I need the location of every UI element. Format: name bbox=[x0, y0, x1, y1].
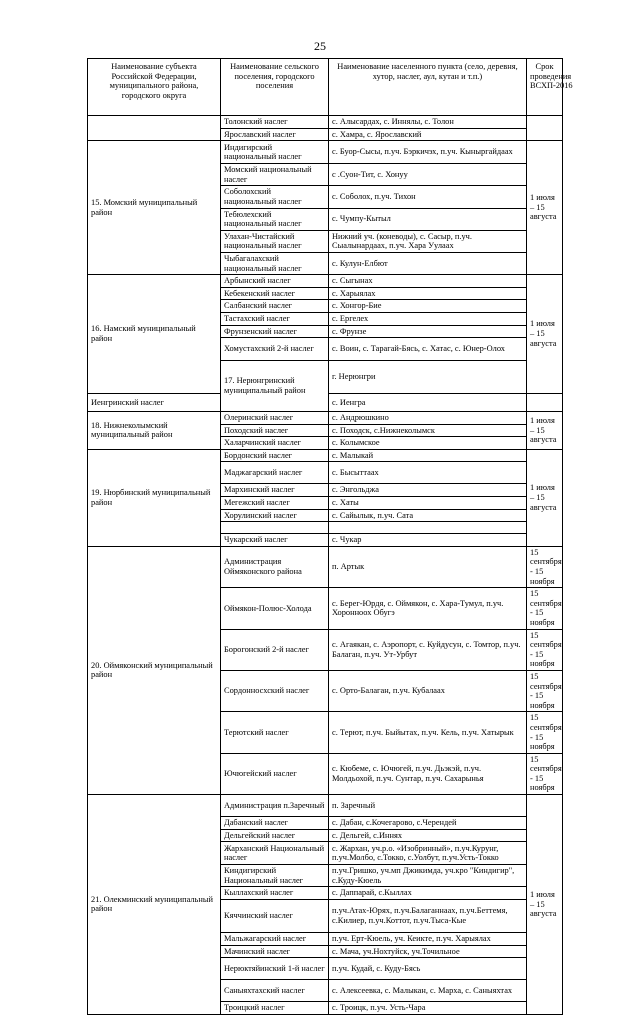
term-cell: 15 сентября - 15 ноября bbox=[527, 670, 563, 711]
locality-cell: с. Хаты bbox=[329, 497, 527, 510]
subject-cell: 20. Оймяконский муниципальный район bbox=[88, 546, 221, 794]
locality-cell: с. Кюбеме, с. Ючюгей, п.уч. Дьэкэй, п.уч. Молдьохой, п.уч. Сунтар, п.уч. Сахарынья bbox=[329, 753, 527, 794]
settlement-cell: Маджагарский наслег bbox=[221, 462, 329, 484]
settlement-cell: Администрация п.Заречный bbox=[221, 795, 329, 817]
table-header-row bbox=[88, 59, 563, 116]
locality-cell: с. Соболох, п.уч. Тихон bbox=[329, 186, 527, 208]
locality-cell: п.уч. Ерт-Кюель, уч. Кеикте, п.уч. Харыялах bbox=[329, 933, 527, 946]
settlement-cell: Дабанский наслег bbox=[221, 817, 329, 830]
locality-cell: с. Дельгей, с.Иннях bbox=[329, 829, 527, 842]
locality-cell: с. Чукар bbox=[329, 534, 527, 547]
settlement-cell: Тебюлехский национальный наслег bbox=[221, 208, 329, 230]
term-cell: 15 сентября - 15 ноября bbox=[527, 588, 563, 629]
page-number: 25 bbox=[314, 39, 326, 53]
locality-cell: с. Хонгор-Бие bbox=[329, 300, 527, 313]
term-cell: 15 сентября - 15 ноября bbox=[527, 546, 563, 587]
locality-cell: с. Харыялах bbox=[329, 287, 527, 300]
table-row bbox=[88, 275, 563, 288]
locality-cell: п. Заречный bbox=[329, 795, 527, 817]
settlement-cell: Толонский наслег bbox=[221, 116, 329, 129]
term-cell: 15 сентября - 15 ноября bbox=[527, 712, 563, 753]
settlement-cell: Мархинский наслег bbox=[221, 484, 329, 497]
settlement-cell: Ярославский наслег bbox=[221, 128, 329, 141]
term-cell: 1 июля – 15 августа bbox=[527, 141, 563, 275]
settlement-cell: Мегежский наслег bbox=[221, 497, 329, 510]
term-cell: 1 июля – 15 августа bbox=[527, 795, 563, 1015]
settlement-cell: Момский национальный наслег bbox=[221, 164, 329, 186]
subject-cell: 17. Нерюнгринский муниципальный район bbox=[221, 361, 329, 412]
table-row bbox=[88, 546, 563, 587]
header-settlement: Наименование сельского поселения, городского поселения bbox=[221, 59, 329, 116]
locality-cell: с. Чумпу-Кытыл bbox=[329, 208, 527, 230]
table-row bbox=[88, 412, 563, 425]
locality-cell: с .Суон-Тит, с. Хонуу bbox=[329, 164, 527, 186]
settlement-cell: Администрация Оймяконского района bbox=[221, 546, 329, 587]
settlement-cell: Кебекенский наслег bbox=[221, 287, 329, 300]
locality-cell: с. Хамра, с. Ярославский bbox=[329, 128, 527, 141]
locality-cell: с. Сыгынах bbox=[329, 275, 527, 288]
locality-cell: с. Терют, п.уч. Быйытах, п.уч. Кель, п.уч. Хатырык bbox=[329, 712, 527, 753]
locality-cell: с. Алексеевка, с. Малыкан, с. Марха, с. Саныяхтах bbox=[329, 980, 527, 1002]
table-row bbox=[88, 141, 563, 164]
term-cell: 1 июля – 15 августа bbox=[527, 275, 563, 393]
locality-cell: Нижний уч. (коневоды), с. Сасыр, п.уч. Сыалынардаах, п.уч. Хара Уулаах bbox=[329, 230, 527, 252]
locality-cell: с. Сайылык, п.уч. Сата bbox=[329, 509, 527, 522]
subject-cell: 18. Нижнеколымский муниципальный район bbox=[88, 412, 221, 450]
settlement-cell: Борогонский 2-й наслег bbox=[221, 629, 329, 670]
locality-cell: с. Даппарай, с.Кыллах bbox=[329, 887, 527, 900]
settlement-cell: г. Нерюнгри bbox=[329, 361, 527, 394]
settlement-cell: Терютский наслег bbox=[221, 712, 329, 753]
settlement-cell: Мачинский наслег bbox=[221, 945, 329, 958]
subject-cell: 15. Момский муниципальный район bbox=[88, 141, 221, 275]
settlement-cell: Иенгринский наслег bbox=[88, 393, 221, 411]
table-row bbox=[88, 449, 563, 462]
settlement-cell: Фрунзенский наслег bbox=[221, 325, 329, 338]
settlement-cell: Хомустахский 2-й наслег bbox=[221, 338, 329, 361]
locality-cell: с. Походск, с.Нижнеколымск bbox=[329, 424, 527, 437]
settlement-cell: Троицкий наслег bbox=[221, 1002, 329, 1015]
settlement-cell: Арбынский наслег bbox=[221, 275, 329, 288]
settlement-cell: Ючюгейский наслег bbox=[221, 753, 329, 794]
settlement-cell: Халарчинский наслег bbox=[221, 437, 329, 450]
locality-cell: с. Мача, уч.Нохтуйск, уч.Точильное bbox=[329, 945, 527, 958]
header-locality: Наименование населенного пункта (село, деревня, хутор, наслег, аул, кутан и т.п.) bbox=[329, 59, 527, 116]
settlement-cell: Чукарский наслег bbox=[221, 534, 329, 547]
locality-cell: п.уч.Атах-Юрях, п.уч.Балаганнаах, п.уч.Беттемя, с.Килиер, п.уч.Коттот, п.уч.Тыса-Кые bbox=[329, 900, 527, 933]
settlement-cell: Нерюктяйинский 1-й наслег bbox=[221, 958, 329, 980]
locality-cell: п. Артык bbox=[329, 546, 527, 587]
subject-cell: 21. Олекминский муниципальный район bbox=[88, 795, 221, 1015]
header-term: Срок проведения ВСХП-2016 bbox=[527, 59, 563, 116]
term-cell: 1 июля – 15 августа bbox=[527, 449, 563, 546]
locality-cell: с. Андрюшкино bbox=[329, 412, 527, 425]
settlement-cell: Чыбагалахский национальный наслег bbox=[221, 252, 329, 274]
locality-cell: с. Энгольджа bbox=[329, 484, 527, 497]
locality-cell bbox=[329, 522, 527, 534]
table-row bbox=[88, 795, 563, 817]
locality-cell: с. Ергелех bbox=[329, 312, 527, 325]
locality-cell: с. Буор-Сысы, п.уч. Бэркичэх, п.уч. Кыныргайдаах bbox=[329, 141, 527, 164]
settlement-cell bbox=[221, 522, 329, 534]
locality-cell: с. Иенгра bbox=[329, 393, 527, 411]
table-row bbox=[88, 116, 563, 129]
locality-cell: с. Бысыттаах bbox=[329, 462, 527, 484]
locality-cell: с. Воин, с. Тарагай-Бясь, с. Хатас, с. Юнер-Олох bbox=[329, 338, 527, 361]
locality-cell: с. Орто-Балаган, п.уч. Кубалаах bbox=[329, 670, 527, 711]
locality-cell: с. Дабан, с.Кочегарово, с.Черендей bbox=[329, 817, 527, 830]
locality-cell: с. Алысардах, с. Иннялы, с. Толон bbox=[329, 116, 527, 129]
settlement-cell: Оймякон-Полюс-Холода bbox=[221, 588, 329, 629]
locality-cell: с. Кулун-Елбют bbox=[329, 252, 527, 274]
settlements-table bbox=[87, 58, 573, 1015]
subject-cell: 16. Намский муниципальный район bbox=[88, 275, 221, 393]
locality-cell: с. Фрунзе bbox=[329, 325, 527, 338]
header-subject: Наименование субъекта Российской Федерации, муниципального района, городского округа bbox=[88, 59, 221, 116]
term-cell: 1 июля – 15 августа bbox=[527, 412, 563, 450]
settlement-cell: Жарханский Национальный наслег bbox=[221, 842, 329, 865]
subject-cell bbox=[88, 116, 221, 141]
locality-cell: с. Малыкай bbox=[329, 449, 527, 462]
settlement-cell: Киндигирский Национальный наслег bbox=[221, 865, 329, 887]
term-cell: 15 сентября - 15 ноября bbox=[527, 753, 563, 794]
settlement-cell: Тастахский наслег bbox=[221, 312, 329, 325]
term-cell: 15 сентября - 15 ноября bbox=[527, 629, 563, 670]
settlement-cell: Саныяхтахский наслег bbox=[221, 980, 329, 1002]
locality-cell: п.уч. Кудай, с. Куду-Бясь bbox=[329, 958, 527, 980]
subject-cell: 19. Нюрбинский муниципальный район bbox=[88, 449, 221, 546]
locality-cell: с. Жархан, уч.р.о. «Изобринный», п.уч.Курунг, п.уч.Молбо, с.Токко, с.Уолбут, п.уч.Усть-Токко bbox=[329, 842, 527, 865]
settlement-cell: Улахан-Чистайский национальный наслег bbox=[221, 230, 329, 252]
settlement-cell: Олеринский наслег bbox=[221, 412, 329, 425]
table-body bbox=[88, 116, 563, 1015]
settlement-cell: Соболохский национальный наслег bbox=[221, 186, 329, 208]
locality-cell: п.уч.Гришко, уч.мп Джикимда, уч.кро "Киндигир", с.Куду-Кюель bbox=[329, 865, 527, 887]
settlement-cell: Индигирский национальный наслег bbox=[221, 141, 329, 164]
settlement-cell: Мальжагарский наслег bbox=[221, 933, 329, 946]
locality-cell: с. Берег-Юрдя, с. Оймякон, с. Хара-Тумул, п.уч. Хоронноох Обугэ bbox=[329, 588, 527, 629]
settlement-cell: Кыллахский наслег bbox=[221, 887, 329, 900]
locality-cell: с. Колымское bbox=[329, 437, 527, 450]
settlement-cell: Дельгейский наслег bbox=[221, 829, 329, 842]
settlement-cell: Походский наслег bbox=[221, 424, 329, 437]
settlement-cell: Хорулинский наслег bbox=[221, 509, 329, 522]
locality-cell: с. Троицк, п.уч. Усть-Чара bbox=[329, 1002, 527, 1015]
settlement-cell: Салбанский наслег bbox=[221, 300, 329, 313]
settlement-cell: Кяччинский наслег bbox=[221, 900, 329, 933]
settlement-cell: Сордонносхский наслег bbox=[221, 670, 329, 711]
settlement-cell: Бордонский наслег bbox=[221, 449, 329, 462]
term-cell bbox=[527, 116, 563, 141]
locality-cell: с. Агаякан, с. Аэропорт, с. Куйдусун, с. Томтор, п.уч. Балаган, п.уч. Ут-Урбут bbox=[329, 629, 527, 670]
